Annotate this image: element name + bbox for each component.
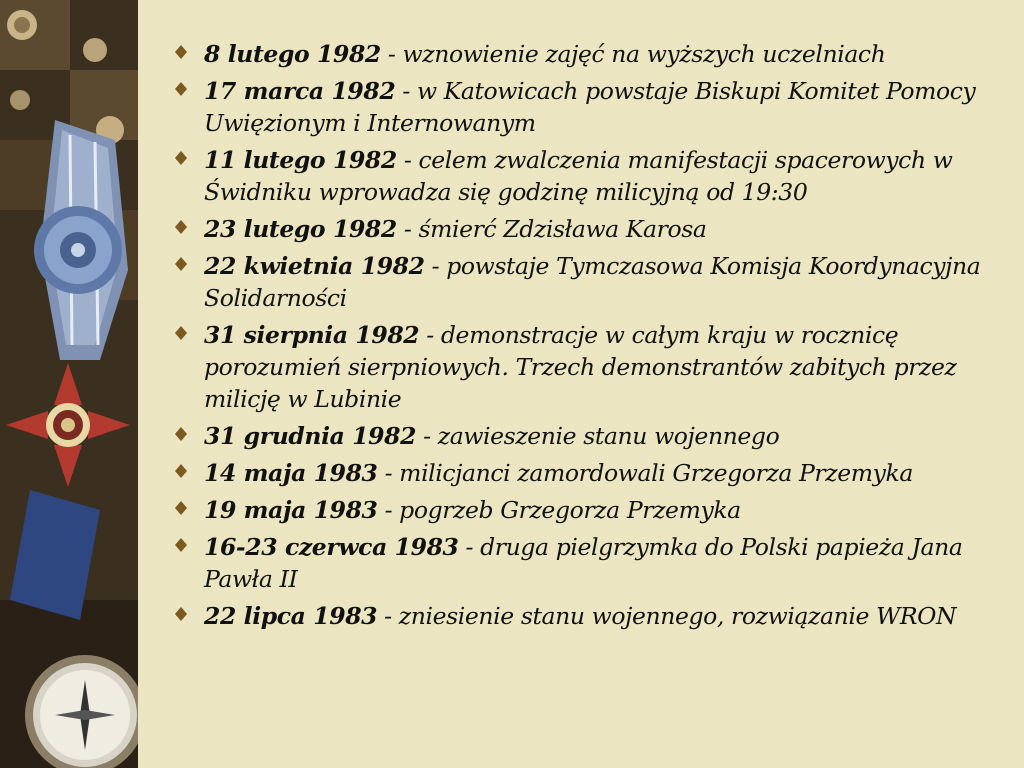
list-item — [170, 531, 1000, 595]
diamond-bullet-icon — [171, 217, 191, 237]
event-date: 11 lutego 1982 — [204, 146, 397, 174]
event-text: - zawieszenie stanu wojennego — [416, 422, 780, 450]
list-item — [170, 213, 1000, 245]
diamond-bullet-icon — [171, 254, 191, 274]
event-text: - demonstracje w całym kraju w rocznicę porozumień sierpniowych. Trzech demonstrantów zabitych przez milicję w Lubinie — [204, 321, 957, 413]
diamond-bullet-icon — [171, 535, 191, 555]
decorative-medal-sidebar — [0, 0, 138, 768]
diamond-bullet-icon — [171, 79, 191, 99]
event-date: 31 grudnia 1982 — [204, 422, 417, 450]
diamond-bullet-icon — [171, 148, 191, 168]
event-date: 31 sierpnia 1982 — [204, 321, 420, 349]
list-item — [170, 420, 1000, 452]
diamond-bullet-icon — [171, 424, 191, 444]
list-item — [170, 457, 1000, 489]
event-text: - druga pielgrzymka do Polski papieża Jana Pawła II — [204, 533, 963, 593]
list-item — [170, 600, 1000, 632]
event-date: 14 maja 1983 — [204, 459, 378, 487]
event-date: 23 lutego 1982 — [204, 215, 397, 243]
events-list — [170, 38, 1000, 632]
list-item — [170, 144, 1000, 208]
diamond-bullet-icon — [171, 461, 191, 481]
diamond-bullet-icon — [171, 42, 191, 62]
list-item — [170, 494, 1000, 526]
event-text: - pogrzeb Grzegorza Przemyka — [377, 496, 741, 524]
event-text: - wznowienie zajęć na wyższych uczelniach — [380, 40, 886, 68]
event-text: - w Katowicach powstaje Biskupi Komitet Pomocy Uwięzionym i Internowanym — [204, 77, 976, 137]
event-date: 22 kwietnia 1982 — [204, 252, 425, 280]
list-item — [170, 38, 1000, 70]
event-text: - milicjanci zamordowali Grzegorza Przemyka — [377, 459, 913, 487]
diamond-bullet-icon — [171, 323, 191, 343]
event-date: 8 lutego 1982 — [204, 40, 381, 68]
event-date: 17 marca 1982 — [204, 77, 396, 105]
event-text: - powstaje Tymczasowa Komisja Koordynacyjna Solidarności — [204, 252, 981, 312]
medal-collage-image — [0, 0, 138, 768]
list-item — [170, 75, 1000, 139]
event-date: 16-23 czerwca 1983 — [204, 533, 459, 561]
slide-content — [170, 38, 1000, 637]
diamond-bullet-icon — [171, 604, 191, 624]
event-text: - śmierć Zdzisława Karosa — [396, 215, 707, 243]
list-item — [170, 250, 1000, 314]
list-item — [170, 319, 1000, 415]
event-text: - zniesienie stanu wojennego, rozwiązanie WRON — [377, 602, 957, 630]
event-text: - celem zwalczenia manifestacji spacerowych w Świdniku wprowadza się godzinę milicyjną od 19:30 — [204, 146, 953, 206]
event-date: 19 maja 1983 — [204, 496, 378, 524]
diamond-bullet-icon — [171, 498, 191, 518]
event-date: 22 lipca 1983 — [204, 602, 378, 630]
